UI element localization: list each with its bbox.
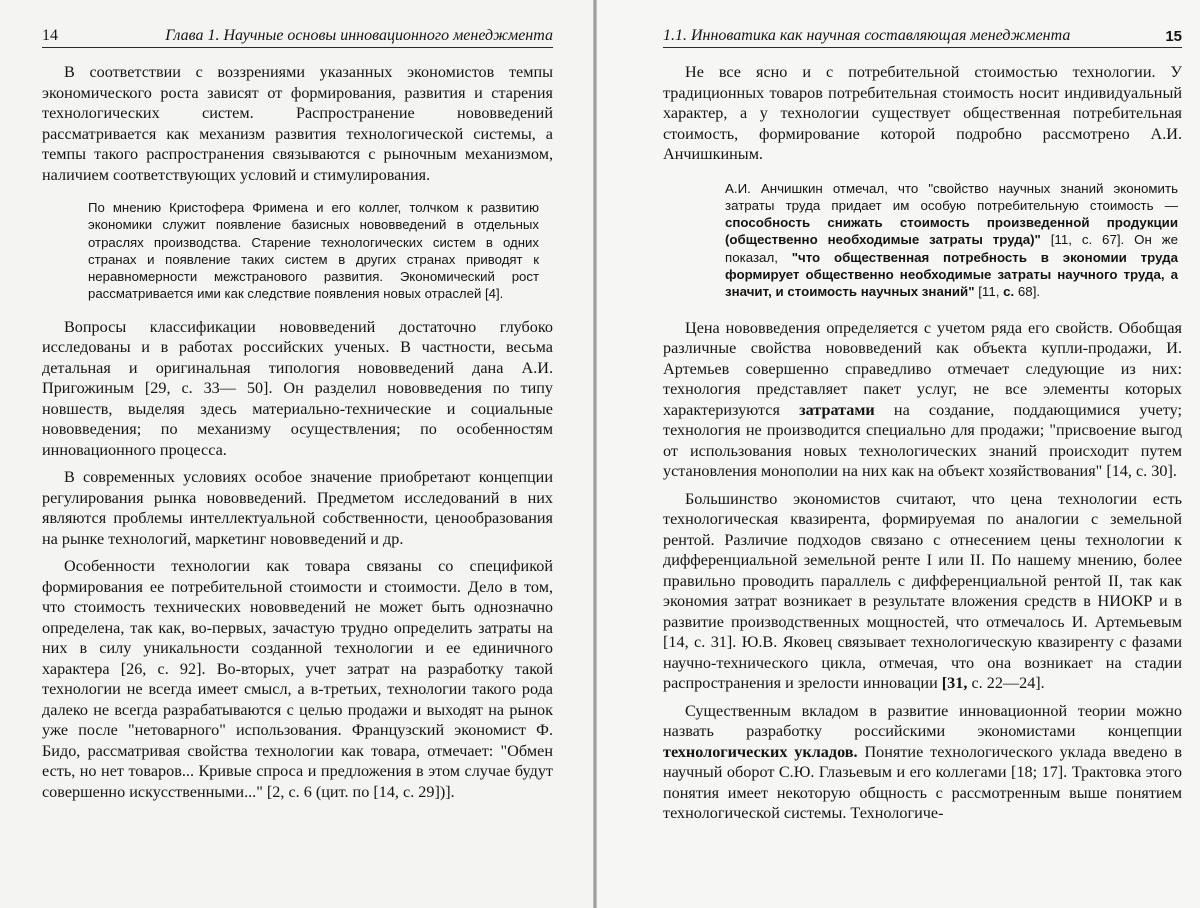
paragraph-text: Понятие технологического уклада введено в научный оборот С.Ю. Глазьевым и его коллегами [18; 17]. Трактовка этого понятия имеет некоторую общность с рассмотренным выше понятием технологической системы. Технологиче-: [663, 742, 1182, 823]
right-callout: [725, 180, 1178, 301]
left-paragraph-4: Особенности технологии как товара связаны со спецификой формирования ее потребительной стоимости и стоимости. Дело в том, что стоимость технических нововведений не может быть однозначно определена, так как, во-первых, зачастую трудно определить затраты на них в силу уникальности созданной технологии и ее единичного характера [26, с. 92]. Во-вторых, учет затрат на разработку такой технологии не всегда имеет смысл, а в-третьих, технологии такого рода далеко не всегда разрабатываются с целью продажи и выходят на рынок уже после "нетоварного" использования. Французский экономист Ф. Бидо, рассматривая свойства технологии как товара, отмечает: "Обмен есть, но нет товаров... Кривые спроса и предложения в этом случае будут совершенно искусственными..." [2, с. 6 (цит. по [14, с. 29])].: [42, 557, 553, 801]
left-paragraph-1: В соответствии с воззрениями указанных экономистов темпы экономического роста зависят от формирования, развития и старения технологических систем. Распространение нововведений рассматривается как механизм развития технологической системы, а темпы такого распространения связываются с рыночным механизмом, наличием соответствующих условий и стимулирования.: [42, 63, 553, 184]
paragraph-text: на создание, поддающимися учету; технология не производится специально для продажи; "присвоение выгод от использования новых технологических знаний происходит путем установления монополии на них как на объект хозяйствования" [14, с. 30].: [663, 400, 1182, 481]
callout-quote-2: "что общественная потребность в экономии труда формирует общественно необходимые затраты научного труда, а значит, и стоимость научных знаний": [725, 249, 1178, 300]
left-callout: По мнению Кристофера Фримена и его коллег, толчком к развитию экономики служит появление базисных нововведений в отдельных отраслях производства. Старение технологических систем в одних странах и появление таких систем в других странах приводят к неравномерности межстранового развития. Экономический рост рассматривается ими как следствие появления новых отраслей [4].: [88, 200, 539, 302]
callout-text: 68].: [1014, 284, 1041, 300]
right-running-header: [663, 26, 1182, 48]
bold-term: технологических укладов.: [663, 742, 858, 761]
callout-text: А.И. Анчишкин отмечал, что "свойство научных знаний экономить затраты труда придает им особую потребительную стоимость —: [725, 180, 1178, 213]
paragraph-text: Цена нововведения определяется с учетом ряда его свойств. Обобщая различные свойства нововведений как объекта купли-продажи, И. Артемьев совершенно справедливо отмечает следующие из них: технология представляет пакет услуг, не все элементы которых характеризуются: [663, 318, 1182, 419]
callout-text-bold: с.: [1003, 284, 1015, 300]
paragraph-text: с. 22—24].: [967, 674, 1045, 693]
left-running-title: Глава 1. Научные основы инновационного менеджмента: [165, 27, 553, 44]
left-paragraph-2: Вопросы классификации нововведений достаточно глубоко исследованы и в работах российских ученых. В частности, весьма детальная и оригинальная типология нововведений дана А.И. Пригожиным [29, с. 33— 50]. Он разделил нововведения по типу новшеств, выделяя здесь материально-технические и социальные нововведения; по механизму осуществления; по особенностям инновационного процесса.: [42, 317, 553, 459]
left-running-header: [42, 26, 553, 48]
right-body: [663, 62, 1182, 824]
left-paragraph-3: В современных условиях особое значение приобретают концепции регулирования рынка нововведений. Предметом исследований в них являются проблемы интеллектуальной собственности, ценообразования на рынке технологий, маркетинг нововведений и др.: [42, 468, 553, 548]
left-page-number: 14: [42, 27, 58, 44]
paragraph-text: Существенным вкладом в развитие инновационной теории можно назвать разработку российскими экономистами концепции: [663, 701, 1182, 741]
callout-text: [11,: [974, 284, 1004, 300]
right-paragraph-4: [663, 701, 1182, 824]
right-paragraph-3: [663, 489, 1182, 694]
bold-term: затратами: [799, 400, 875, 419]
right-running-title: 1.1. Инноватика как научная составляющая менеджмента: [663, 27, 1071, 44]
right-page: [597, 0, 1200, 908]
paragraph-text: Большинство экономистов считают, что цена технологии есть технологическая квазирента, формируемая по аналогии с земельной рентой. Различие подходов связано с отнесением цены технологии к дифференциальной земельной ренте I или II. По нашему мнению, более правильно проводить параллель с дифференциальной рентой II, так как экономия затрат возникает в результате вложения средств в НИОКР и в развитие производственных мощностей, что отмечалось И. Артемьевым [14, с. 31]. Ю.В. Яковец связывает технологическую квазиренту с фазами научно-технического цикла, отмечая, что она возникает на стадии распространения и зрелости инновации: [663, 489, 1182, 693]
right-paragraph-2: [663, 318, 1182, 482]
callout-quote-1: способность снижать стоимость произведенной продукции (общественно необходимые затраты труда)": [725, 215, 1178, 248]
left-body: [42, 62, 553, 802]
callout-text: [11, с. 67]. Он же показал,: [725, 232, 1179, 265]
right-page-number: 15: [1165, 28, 1182, 45]
right-paragraph-1: Не все ясно и с потребительной стоимостью технологии. У традиционных товаров потребительная стоимость носит индивидуальный характер, а у технологии существует общественная потребительная стоимость, формирование которой подробно рассмотрено А.И. Анчишкиным.: [663, 63, 1182, 163]
bold-citation: [31,: [941, 674, 968, 693]
left-page: [0, 0, 593, 908]
